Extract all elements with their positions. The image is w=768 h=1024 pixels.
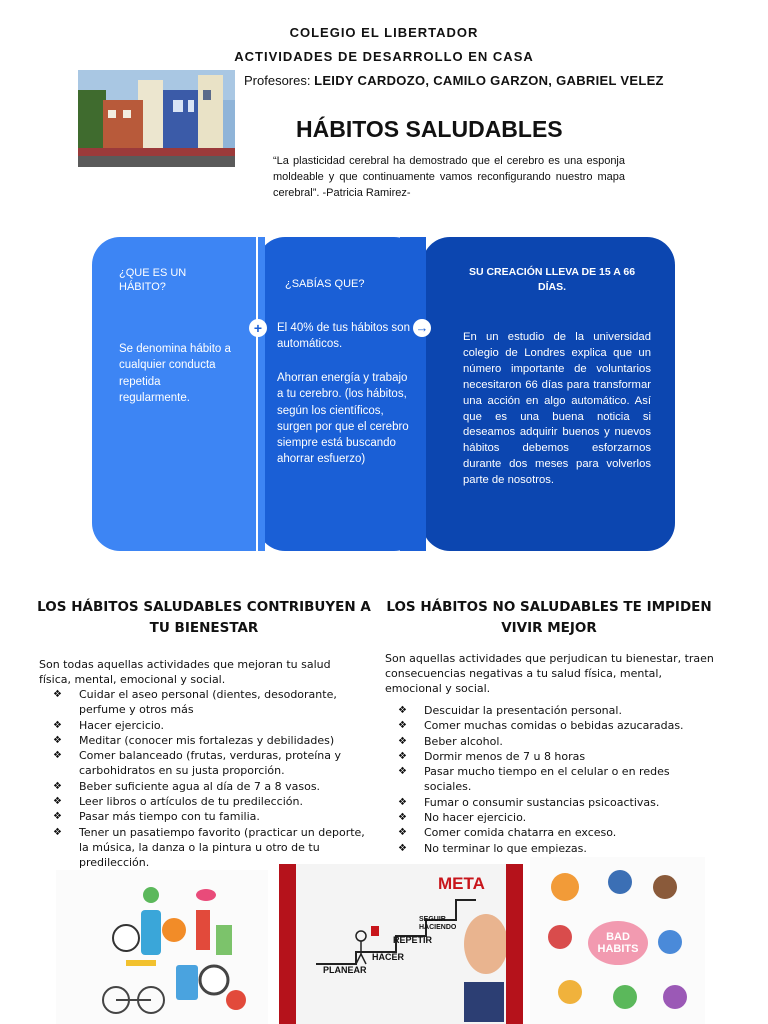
list-item-text: No hacer ejercicio. [424,811,527,825]
list-item [39,779,369,794]
bullet-icon: ❖ [398,750,407,762]
bullet-icon: ❖ [53,780,62,792]
quote: “La plasticidad cerebral ha demostrado que el cerebro es una esponja moldeable y que continuamente vamos reconfigurando nuestro mapa cerebral”. -Patricia Ramirez- [273,155,625,199]
list-item-text: Fumar o consumir sustancias psicoactivas. [424,795,660,809]
card3-body: En un estudio de la universidad colegio de Londres explica que un número importante de voluntarios necesitaron 66 días para transformar una acción en algo automático. Así que es una buena noticia si deseamos adquirir buenos y nuevos hábitos debemos esforzarnos durante dos meses para volverlos parte de nosotros. [463,331,651,487]
list-item-text: Comer comida chatarra en exceso. [424,826,617,840]
unhealthy-title: LOS HÁBITOS NO SALUDABLES TE IMPIDEN VIVIR MEJOR [386,599,712,636]
bullet-icon: ❖ [53,796,62,808]
healthy-list [39,687,369,871]
healthy-title: LOS HÁBITOS SALUDABLES CONTRIBUYEN A TU BIENESTAR [37,599,371,636]
list-item [39,687,369,718]
activities-heading: ACTIVIDADES DE DESARROLLO EN CASA [234,49,534,64]
bullet-icon: ❖ [398,842,407,854]
meta-label: META [438,874,485,893]
bullet-icon: ❖ [398,766,407,778]
list-item [384,718,714,733]
list-item [384,810,714,825]
list-item-text: Leer libros o artículos de tu predilección. [79,795,303,809]
list-item-text: Meditar (conocer mis fortalezas y debilidades) [79,733,335,747]
bullet-icon: ❖ [398,812,407,824]
list-item-text: Beber suficiente agua al día de 7 a 8 vasos. [79,779,321,793]
bullet-icon: ❖ [398,796,407,808]
planear-label: PLANEAR [323,965,367,975]
list-item-text: Dormir menos de 7 u 8 horas [424,749,586,763]
page-title: HÁBITOS SALUDABLES [296,116,563,142]
hacer-label: HACER [372,952,405,962]
card2-body-2: Ahorran energía y trabajo a tu cerebro. (los hábitos, según los científicos, surgen por que el cerebro siempre está buscando ahorrar esfuerzo) [277,372,409,466]
school-photo [78,70,235,167]
list-item-text: Beber alcohol. [424,734,503,748]
healthy-intro: Son todas aquellas actividades que mejoran tu salud física, mental, emocional y social. [39,658,331,686]
list-item-text: No terminar lo que empiezas. [424,841,587,855]
unhealthy-list [384,703,714,856]
bullet-icon: ❖ [53,689,62,700]
list-item-text: Comer balanceado (frutas, verduras, proteína y carbohidratos en su justa proporción. [79,749,342,778]
list-item [384,841,714,856]
list-item-text: Pasar mucho tiempo en el celular o en redes sociales. [424,765,670,794]
list-item [39,733,369,748]
card2-body-1: El 40% de tus hábitos son automáticos. [277,322,410,351]
card1-body: Se denomina hábito a cualquier conducta repetida regularmente. [119,343,231,404]
bullet-icon: ❖ [398,720,407,732]
card3-heading: SU CREACIÓN LLEVA DE 15 A 66 DÍAS. [468,266,636,293]
list-item [384,703,714,718]
card1-heading: ¿QUE ES UN HÁBITO? [119,267,187,293]
list-item [384,734,714,749]
bad-habits-illustration [530,857,705,1024]
teachers-line [244,73,664,88]
school-name: COLEGIO EL LIBERTADOR [289,25,479,40]
bullet-icon: ❖ [53,811,62,823]
bad-habits-label: BAD HABITS [597,931,639,955]
list-item [39,794,369,809]
list-item-text: Descuidar la presentación personal. [424,704,622,717]
arrow-right-icon: → [413,319,431,337]
meta-steps-illustration [279,864,523,1024]
bullet-icon: ❖ [53,734,62,746]
list-item [384,749,714,764]
list-item-text: Cuidar el aseo personal (dientes, desodorante, perfume y otros más [79,688,337,717]
bullet-icon: ❖ [53,719,62,731]
list-item-text: Tener un pasatiempo favorito (practicar un deporte, la música, la danza o la pintura u otro de tu predilección. [79,825,365,870]
healthy-habits-illustration [56,870,268,1024]
list-item [384,795,714,810]
unhealthy-intro: Son aquellas actividades que perjudican tu bienestar, traen consecuencias negativas a tu salud física, mental, emocional y social. [385,652,714,695]
list-item-text: Comer muchas comidas o bebidas azucaradas. [424,719,684,733]
list-item [39,718,369,733]
bullet-icon: ❖ [53,826,62,838]
list-item-text: Hacer ejercicio. [79,718,164,732]
bullet-icon: ❖ [398,705,407,716]
seguir-label: SEGUIR HACIENDO [419,916,457,931]
list-item [384,825,714,840]
teachers-names: LEIDY CARDOZO, CAMILO GARZON, GABRIEL VELEZ [314,73,664,88]
repetir-label: REPETIR [393,935,433,945]
list-item [39,748,369,779]
list-item [39,809,369,824]
list-item [384,764,714,795]
card2-heading: ¿SABÍAS QUE? [285,278,365,290]
plus-icon: + [249,319,267,337]
list-item-text: Pasar más tiempo con tu familia. [79,810,260,824]
bullet-icon: ❖ [53,750,62,762]
teachers-label: Profesores: [244,73,315,88]
bullet-icon: ❖ [398,827,407,839]
bullet-icon: ❖ [398,735,407,747]
